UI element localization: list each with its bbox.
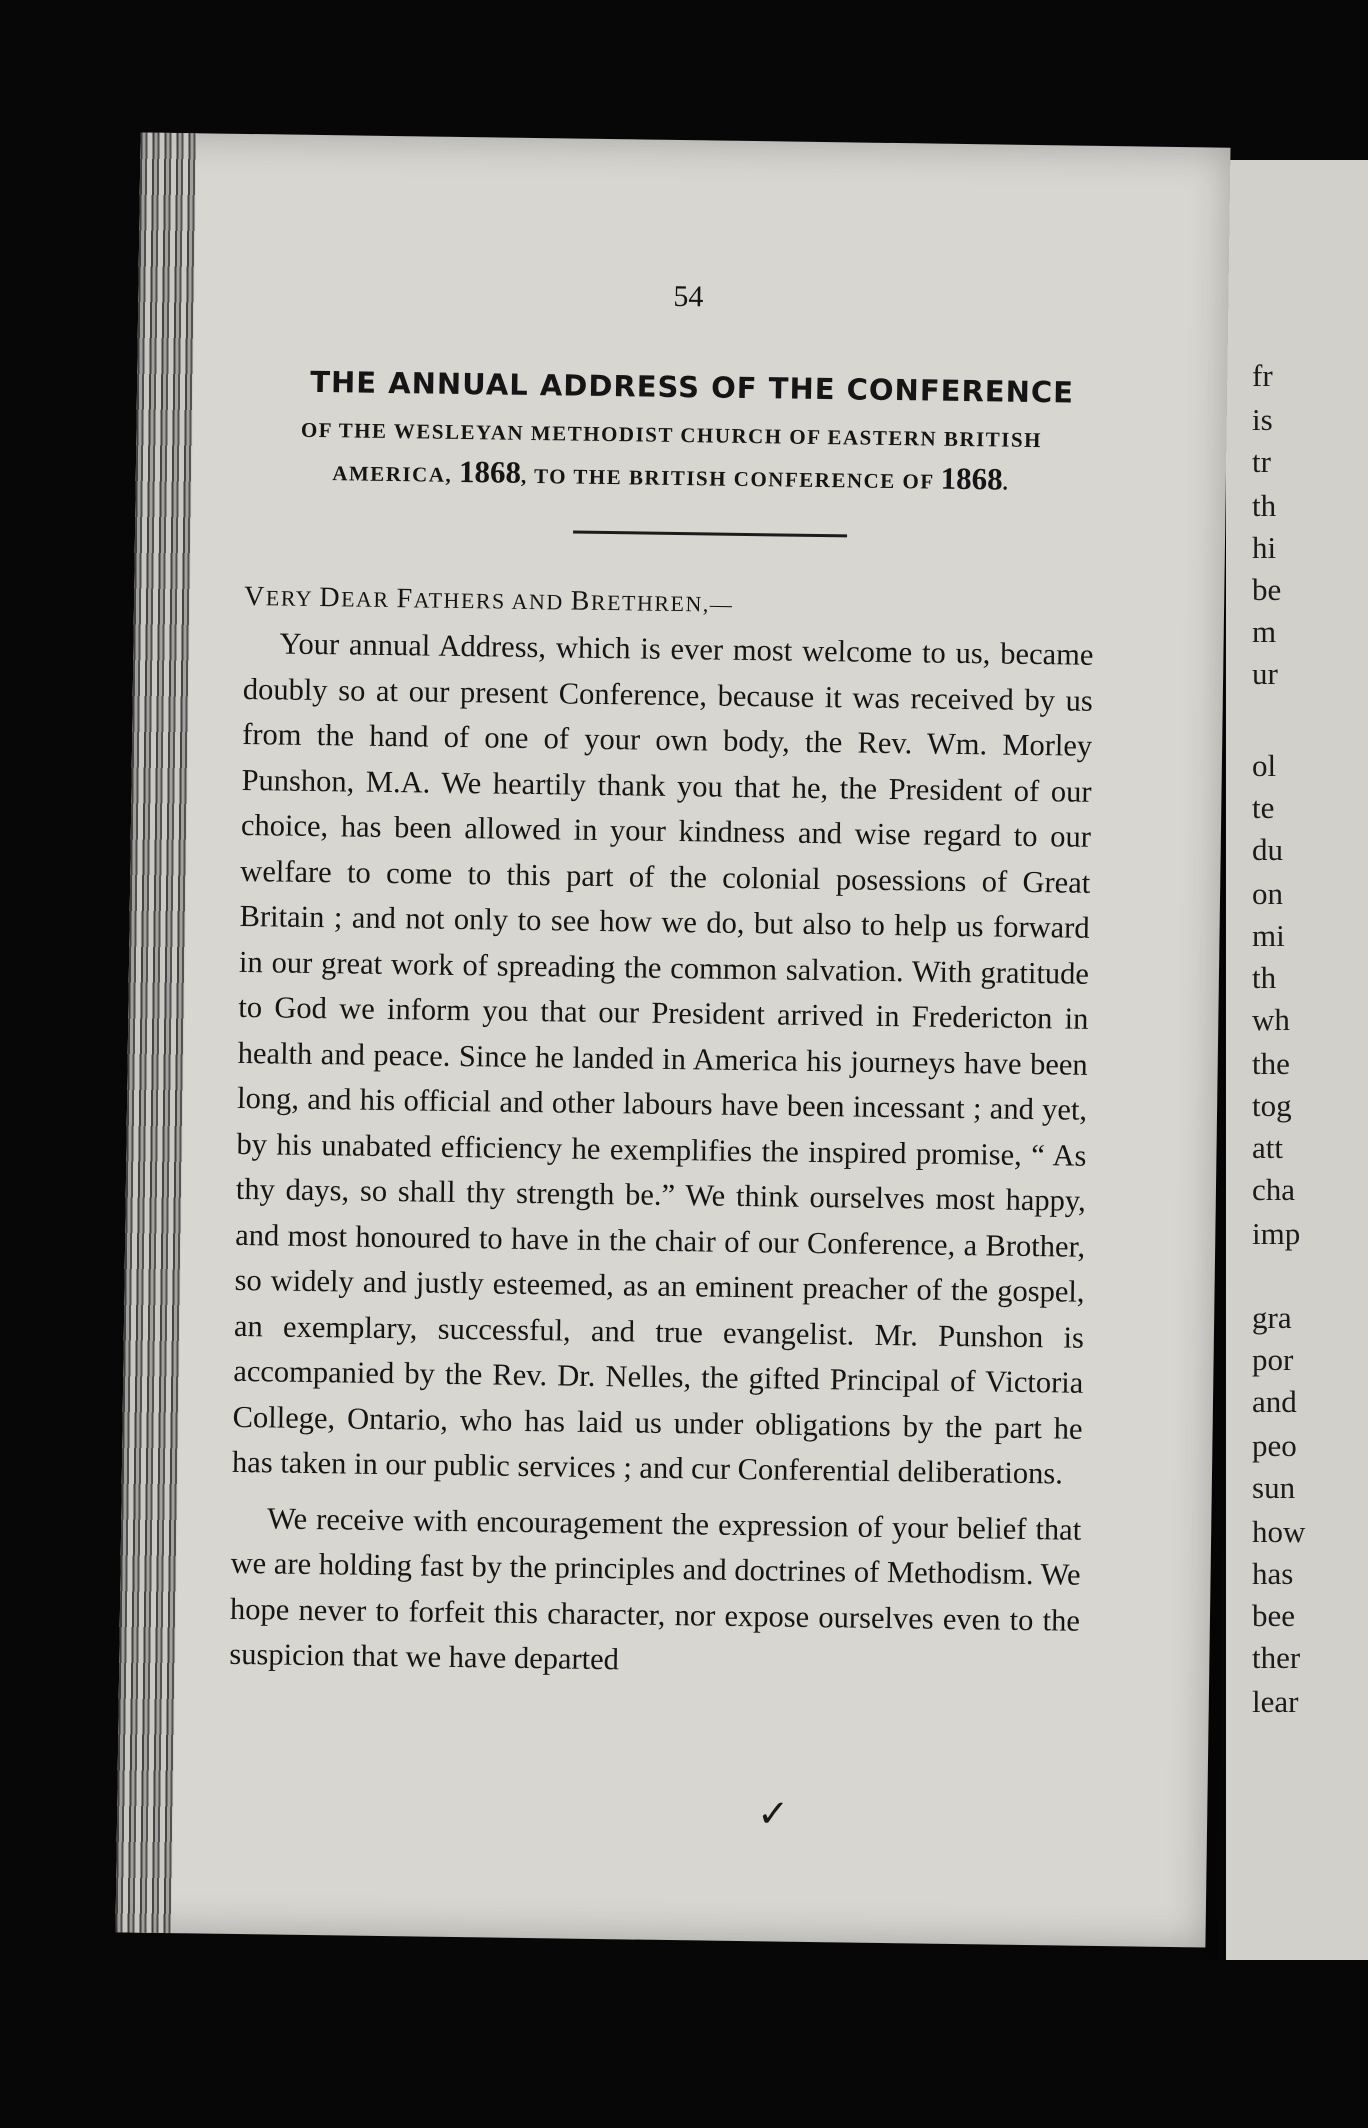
sal-b: B [570, 585, 592, 617]
facing-page-fragment: por [1252, 1342, 1294, 1377]
facing-page [1226, 160, 1368, 1960]
title-rule [573, 531, 847, 538]
page-title: THE ANNUAL ADDRESS OF THE CONFERENCE [310, 364, 1075, 410]
sal-f: F [396, 583, 414, 615]
sal-and: AND [511, 588, 571, 615]
page-content [229, 274, 1099, 1699]
facing-page-fragment: mi [1252, 918, 1285, 953]
facing-page-fragment: hi [1252, 530, 1277, 565]
facing-page-fragment: lear [1252, 1684, 1299, 1719]
facing-page-fragment: peo [1252, 1428, 1297, 1463]
sal-rethren: RETHREN,— [590, 589, 734, 617]
catchword-mark: ✓ [756, 1793, 790, 1836]
facing-page-fragment: ol [1252, 748, 1277, 783]
facing-page-fragment: sun [1252, 1470, 1296, 1505]
page-edge-binding [115, 132, 196, 1933]
salutation [244, 581, 1094, 625]
subtitle-year-1: 1868 [458, 453, 522, 490]
sal-ery: ERY [265, 585, 320, 612]
facing-page-fragment: du [1252, 832, 1283, 867]
facing-page-fragment: m [1252, 614, 1277, 649]
facing-page-fragment: ur [1252, 656, 1278, 691]
facing-page-fragment: how [1252, 1514, 1306, 1549]
facing-page-fragment: the [1252, 1046, 1290, 1081]
sal-ear: EAR [340, 586, 397, 613]
page-subtitle [246, 414, 1097, 504]
facing-page-fragment: has [1252, 1556, 1294, 1591]
subtitle-line-1: OF THE WESLEYAN METHODIST CHURCH OF EASTERN BRITISH [300, 417, 1043, 453]
page-number: 54 [673, 279, 704, 314]
facing-page-fragment: gra [1252, 1300, 1292, 1335]
facing-page-fragment: be [1252, 572, 1282, 607]
facing-page-fragment: fr [1252, 358, 1273, 393]
page-54 [115, 132, 1230, 1947]
subtitle-line-2-end: . [1002, 470, 1010, 495]
subtitle-year-2: 1868 [940, 460, 1003, 497]
facing-page-fragment: is [1252, 402, 1273, 437]
facing-page-fragment: te [1252, 790, 1275, 825]
body-paragraph-2: We receive with encouragement the expression of your belief that we are holding fast by the principles and doctrines of Methodism. We hope never to forfeit this character, nor expose ourselves even to the suspicion that we have departed [229, 1500, 1082, 1677]
subtitle-line-2b: , TO THE BRITISH CONFERENCE OF [520, 463, 941, 494]
facing-page-fragment: and [1252, 1384, 1297, 1419]
facing-page-fragment: th [1252, 488, 1277, 523]
sal-v: V [243, 580, 267, 613]
facing-page-fragment: tr [1252, 444, 1271, 479]
facing-page-fragment: on [1252, 876, 1283, 911]
facing-page-fragment: cha [1252, 1172, 1296, 1207]
facing-page-fragment: ther [1252, 1640, 1301, 1675]
body-paragraph-1: Your annual Address, which is ever most welcome to us, became doubly so at our present Conference, because it was received by us from the hand of one of your own body, the Rev. Wm. Morley Punshon, M.A. We heartily thank you that he, the President of our choice, has been allowed in your kindness and wise regard to our welfare to come to this part of the colonial posessions of Great Britain ; and not only to see how we do, but also to help us forward in our great work of spreading the common salvation. With gratitude to God we inform you that our President arrived in Fredericton in health and peace. Since he landed in America his journeys have been long, and his official and other labours have been incessant ; and yet, by his unabated efficiency he exemplifies the inspired promise, “ As thy days, so shall thy strength be.” We think ourselves most happy, and most honoured to have in the chair of our Conference, a Brother, so widely and justly esteemed, as an eminent preacher of the gospel, an exemplary, successful, and true evangelist. Mr. Punshon is accompanied by the Rev. Dr. Nelles, the gifted Principal of Victoria College, Ontario, who has laid us under obligations by the part he has taken in our public services ; and cur Conferential deliberations. [231, 626, 1094, 1491]
subtitle-line-2a: AMERICA, [332, 460, 460, 487]
sal-d: D [319, 582, 342, 614]
facing-page-fragment: th [1252, 960, 1277, 995]
facing-page-fragment: bee [1252, 1598, 1296, 1633]
facing-page-fragment: wh [1252, 1002, 1290, 1037]
sal-athers: ATHERS [413, 587, 512, 614]
facing-page-fragment: imp [1252, 1216, 1301, 1251]
facing-page-fragment: att [1252, 1130, 1283, 1165]
facing-page-fragment: tog [1252, 1088, 1292, 1123]
